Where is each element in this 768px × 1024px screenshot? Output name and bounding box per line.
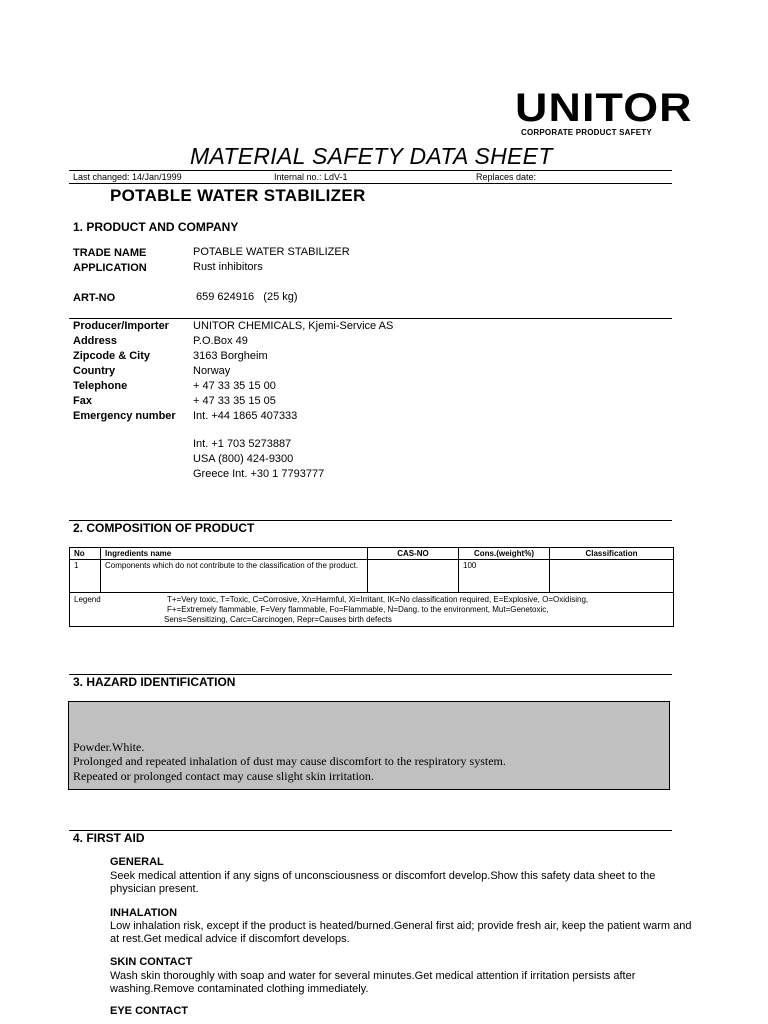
cell-cas: [368, 560, 459, 593]
general-text-2: physician present.: [110, 883, 199, 895]
logo-tagline: CORPORATE PRODUCT SAFETY: [521, 128, 652, 137]
general-heading: GENERAL: [110, 856, 164, 868]
internal-no: Internal no.: LdV-1: [274, 172, 348, 182]
inhalation-text-1: Low inhalation risk, except if the product is heated/burned.General first aid; provide fresh air, keep the patient warm and: [110, 920, 692, 932]
fax-label: Fax: [73, 395, 92, 407]
emergency-extra-1: Int. +1 703 5273887: [193, 438, 292, 450]
trade-name-label: TRADE NAME: [73, 247, 147, 259]
unitor-logo: UNITOR: [515, 86, 693, 130]
inhalation-heading: INHALATION: [110, 907, 178, 919]
cell-classification: [550, 560, 674, 593]
section-3-heading: 3. HAZARD IDENTIFICATION: [73, 675, 236, 689]
skin-contact-text-1: Wash skin thoroughly with soap and water for several minutes.Get medical attention if irritation persists after: [110, 970, 636, 982]
producer-label: Producer/Importer: [73, 320, 169, 332]
last-changed: Last changed: 14/Jan/1999: [73, 172, 182, 182]
hazard-box: [68, 701, 670, 790]
hazard-line-3: Repeated or prolonged contact may cause slight skin irritation.: [73, 769, 374, 783]
eye-contact-heading: EYE CONTACT: [110, 1005, 189, 1017]
col-header-classification: Classification: [550, 548, 674, 560]
address-label: Address: [73, 335, 118, 347]
cell-name: Components which do not contribute to the classification of the product.: [101, 560, 368, 593]
producer-value: UNITOR CHEMICALS, Kjemi-Service AS: [193, 320, 394, 332]
hazard-line-1: Powder.White.: [73, 740, 145, 754]
emergency-extra-2: USA (800) 424-9300: [193, 453, 294, 465]
telephone-label: Telephone: [73, 380, 128, 392]
title-rule: [69, 170, 672, 171]
document-title: MATERIAL SAFETY DATA SHEET: [190, 143, 553, 169]
emergency-extra: [193, 437, 324, 482]
telephone-value: + 47 33 35 15 00: [193, 380, 276, 392]
col-header-cons: Cons.(weight%): [459, 548, 550, 560]
address-value: P.O.Box 49: [193, 335, 248, 347]
fax-value: + 47 33 35 15 05: [193, 395, 276, 407]
header-rule: [69, 183, 672, 184]
cell-cons: 100: [459, 560, 550, 593]
table-header-row: [70, 548, 674, 560]
emergency-label: Emergency number: [73, 410, 176, 422]
emergency-value: Int. +44 1865 407333: [193, 410, 298, 422]
inhalation-text-2: at rest.Get medical advice if discomfort develops.: [110, 933, 350, 945]
country-value: Norway: [193, 365, 231, 377]
col-header-no: No: [70, 548, 101, 560]
company-labels: [73, 319, 176, 424]
section-1-heading: 1. PRODUCT AND COMPANY: [73, 220, 239, 234]
table-row: [70, 560, 674, 593]
artno-value: 659 624916 (25 kg): [196, 291, 298, 303]
section-4-heading: 4. FIRST AID: [73, 831, 145, 845]
section-2-heading: 2. COMPOSITION OF PRODUCT: [73, 521, 255, 535]
general-text-1: Seek medical attention if any signs of unconsciousness or discomfort develop.Show this safety data sheet to the: [110, 870, 656, 882]
trade-name-value: POTABLE WATER STABILIZER: [193, 246, 350, 258]
country-label: Country: [73, 365, 116, 377]
section-4-rule: [69, 830, 672, 831]
artno-label: ART-NO: [73, 292, 116, 304]
company-values: [193, 319, 393, 424]
skin-contact-heading: SKIN CONTACT: [110, 956, 193, 968]
application-label: APPLICATION: [73, 262, 147, 274]
col-header-cas: CAS-NO: [368, 548, 459, 560]
zipcode-label: Zipcode & City: [73, 350, 151, 362]
cell-no: 1: [70, 560, 101, 593]
product-title: POTABLE WATER STABILIZER: [110, 186, 366, 205]
legend-line-3: Sens=Sensitizing, Carc=Carcinogen, Repr=Causes birth defects: [164, 615, 392, 624]
zipcode-value: 3163 Borgheim: [193, 350, 268, 362]
composition-table: [69, 547, 674, 593]
col-header-name: Ingredients name: [101, 548, 368, 560]
emergency-extra-3: Greece Int. +30 1 7793777: [193, 468, 325, 480]
hazard-line-2: Prolonged and repeated inhalation of dust may cause discomfort to the respiratory system.: [73, 754, 506, 768]
legend-line-1: T+=Very toxic, T=Toxic, C=Corrosive, Xn=Harmful, Xi=Irritant, IK=No classification required, E=Explosive, O=Oxidising,: [167, 595, 589, 604]
application-value: Rust inhibitors: [193, 261, 263, 273]
legend-box: [69, 592, 674, 627]
replaces-date: Replaces date:: [476, 172, 537, 182]
skin-contact-text-2: washing.Remove contaminated clothing immediately.: [110, 983, 369, 995]
legend-label: Legend: [74, 595, 101, 604]
legend-line-2: F+=Extremely flammable, F=Very flammable, Fo=Flammable, N=Dang. to the environment, Mut=Genetoxic,: [167, 605, 549, 614]
